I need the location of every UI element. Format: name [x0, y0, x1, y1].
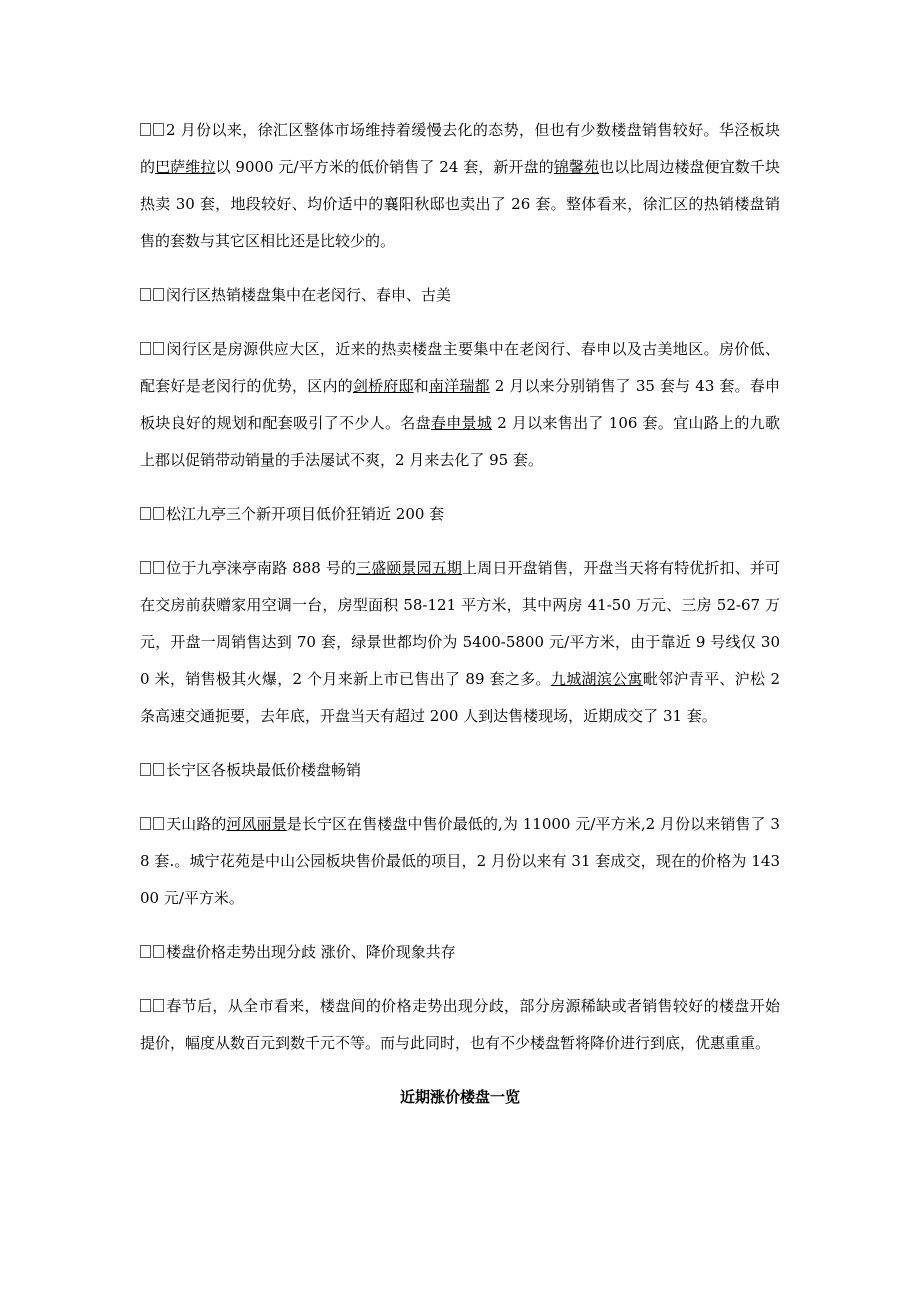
text-run: 春节后，从全市看来，楼盘间的价格走势出现分歧，部分房源稀缺或者销售较好的楼盘开始提价，幅度从数百元到数千元不等。而与此同时，也有不少楼盘暂将降价进行到底，优惠重重。 — [140, 997, 780, 1052]
text-run: 和 — [413, 377, 429, 395]
document-page — [140, 112, 780, 1116]
placeholder-glyph-icon — [140, 763, 151, 776]
placeholder-glyph-icon — [140, 507, 151, 520]
paragraph — [140, 806, 780, 917]
text-run: 楼盘价格走势出现分歧 涨价、降价现象共存 — [166, 943, 456, 961]
paragraph — [140, 550, 780, 735]
property-name-link: 巴萨维拉 — [155, 158, 216, 176]
text-run: 毗邻沪青平、沪松 2 条高速交通扼要，去年底，开盘当天有超过 200 人到达售楼现场，近期成交了 31 套。 — [140, 670, 781, 725]
placeholder-glyph-icon — [140, 288, 151, 301]
paragraph — [140, 331, 780, 479]
text-run: 以 9000 元/平方米的低价销售了 24 套，新开盘的 — [215, 158, 554, 176]
property-name-link: 九城湖滨公寓 — [550, 670, 643, 688]
section-heading — [140, 277, 780, 314]
text-run: 位于九亭涞亭南路 888 号的 — [166, 559, 357, 577]
placeholder-glyph-icon — [140, 999, 151, 1012]
property-name-link: 春申景城 — [430, 414, 493, 432]
placeholder-glyph-icon — [153, 817, 164, 830]
placeholder-glyph-icon — [140, 561, 151, 574]
property-name-link: 剑桥府邸 — [352, 377, 414, 395]
text-run: 是长宁区在售楼盘中售价最低的,为 11000 元/平方米,2 月份以来销售了 38 套.。城宁花苑是中山公园板块售价最低的项目，2 月份以来有 31 套成交，现在的价格为 14300 元/平方米。 — [140, 815, 780, 907]
placeholder-glyph-icon — [140, 123, 151, 136]
section-heading — [140, 496, 780, 533]
section-heading — [140, 934, 780, 971]
property-name-link: 南洋瑞都 — [428, 377, 490, 395]
property-name-link: 锦馨苑 — [553, 158, 600, 176]
text-run: 闵行区热销楼盘集中在老闵行、春申、古美 — [166, 286, 452, 304]
text-run: 2 月份以来，徐汇区整体市场维持着缓慢去化的态势，但也有少数楼盘销售较好。华泾板块的 — [140, 121, 780, 176]
text-run: 也以比周边楼盘便宜数千块热卖 30 套，地段较好、均价适中的襄阳秋邸也卖出了 26 套。整体看来，徐汇区的热销楼盘销售的套数与其它区相比还是比较少的。 — [140, 158, 780, 250]
placeholder-glyph-icon — [153, 342, 164, 355]
paragraph — [140, 112, 780, 260]
text-run: 上周日开盘销售，开盘当天将有特优折扣、并可在交房前获赠家用空调一台，房型面积 58-121 平方米，其中两房 41-50 万元、三房 52-67 万元，开盘一周销售达到 70 套，绿景世都均价为 5400-5800 元/平方米，由于靠近 9 号线仅 300 米，销售极其火爆，2 个月来新上市已售出了 89 套之多。 — [140, 559, 780, 688]
property-name-link: 河风丽景 — [226, 815, 287, 833]
section-heading — [140, 752, 780, 789]
placeholder-glyph-icon — [153, 763, 164, 776]
text-run: 闵行区是房源供应大区，近来的热卖楼盘主要集中在老闵行、春申以及古美地区。房价低、配套好是老闵行的优势，区内的 — [140, 340, 780, 395]
placeholder-glyph-icon — [153, 561, 164, 574]
placeholder-glyph-icon — [153, 288, 164, 301]
text-run: 2 月以来分别销售了 35 套与 43 套。春申板块良好的规划和配套吸引了不少人。名盘 — [140, 377, 780, 432]
placeholder-glyph-icon — [140, 817, 151, 830]
text-run: 长宁区各板块最低价楼盘畅销 — [166, 761, 362, 779]
placeholder-glyph-icon — [140, 945, 151, 958]
placeholder-glyph-icon — [153, 999, 164, 1012]
placeholder-glyph-icon — [153, 123, 164, 136]
table-title: 近期涨价楼盘一览 — [399, 1088, 520, 1106]
text-run: 天山路的 — [166, 815, 227, 833]
placeholder-glyph-icon — [140, 342, 151, 355]
property-name-link: 三盛颐景园五期 — [356, 559, 463, 577]
text-run: 2 月以来售出了 106 套。宜山路上的九歌上郡以促销带动销量的手法屡试不爽，2 月来去化了 95 套。 — [140, 414, 780, 469]
text-run: 松江九亭三个新开项目低价狂销近 200 套 — [166, 505, 445, 523]
placeholder-glyph-icon — [153, 945, 164, 958]
paragraph — [140, 988, 780, 1062]
placeholder-glyph-icon — [153, 507, 164, 520]
